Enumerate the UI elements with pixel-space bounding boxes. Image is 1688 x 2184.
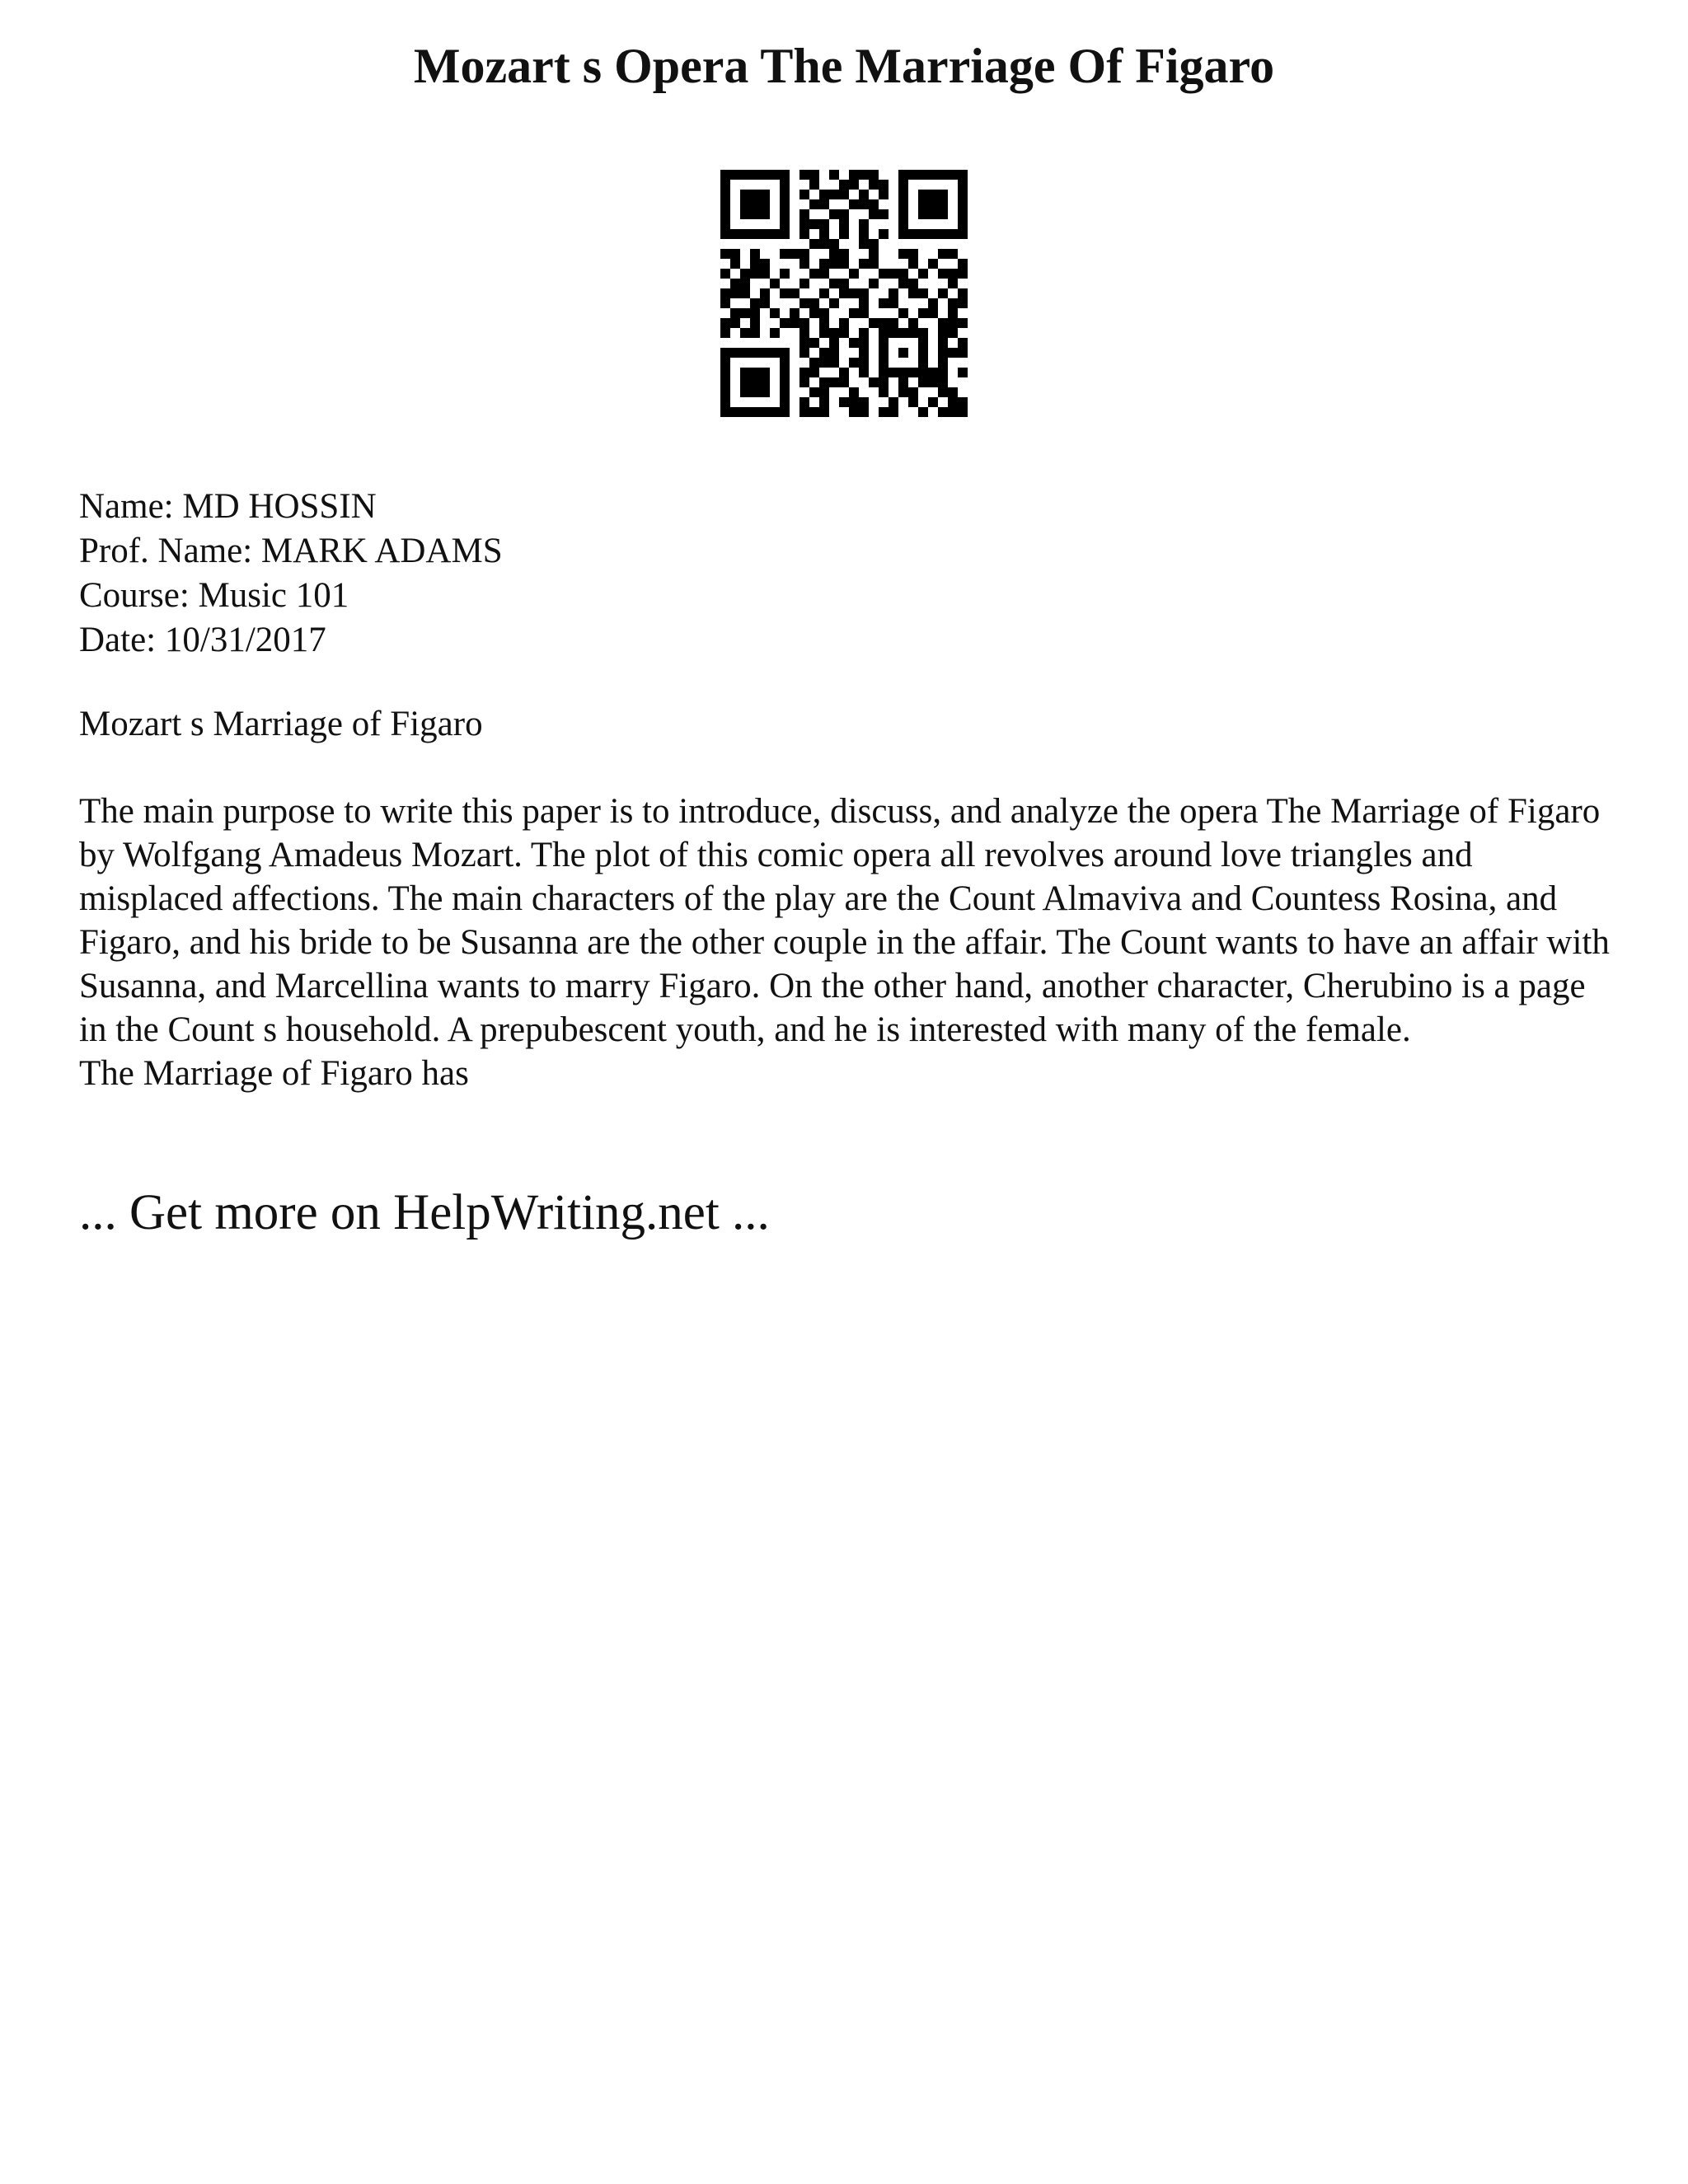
course-name: Course: Music 101 <box>79 576 349 615</box>
qr-code-icon <box>720 170 968 417</box>
professor-name: Prof. Name: MARK ADAMS <box>79 532 503 570</box>
essay-paragraph: The main purpose to write this paper is to introduce, discuss, and analyze the opera The Marriage of Figaro by Wolfgang Amadeus Mozart. The plot of this comic opera all revolves around love triangles and misplaced affections. The main characters of the play are the Count Almaviva and Countess Rosina, and Figaro, and his bride to be Susanna are the other couple in the affair. The Count wants to have an affair with Susanna, and Marcellina wants to marry Figaro. On the other hand, another character, Cherubino is a page in the Count s household. A prepubescent youth, and he is interested with many of the female. <box>79 792 1610 1049</box>
document-title: Mozart s Opera The Marriage Of Figaro <box>413 39 1275 93</box>
essay-body <box>79 790 1620 1095</box>
author-info <box>79 485 503 663</box>
get-more-link[interactable]: ... Get more on HelpWriting.net ... <box>79 1185 770 1240</box>
essay-paragraph: The Marriage of Figaro has <box>79 1054 469 1093</box>
student-name: Name: MD HOSSIN <box>79 487 377 526</box>
submission-date: Date: 10/31/2017 <box>79 621 326 659</box>
essay-subtitle: Mozart s Marriage of Figaro <box>79 705 483 743</box>
